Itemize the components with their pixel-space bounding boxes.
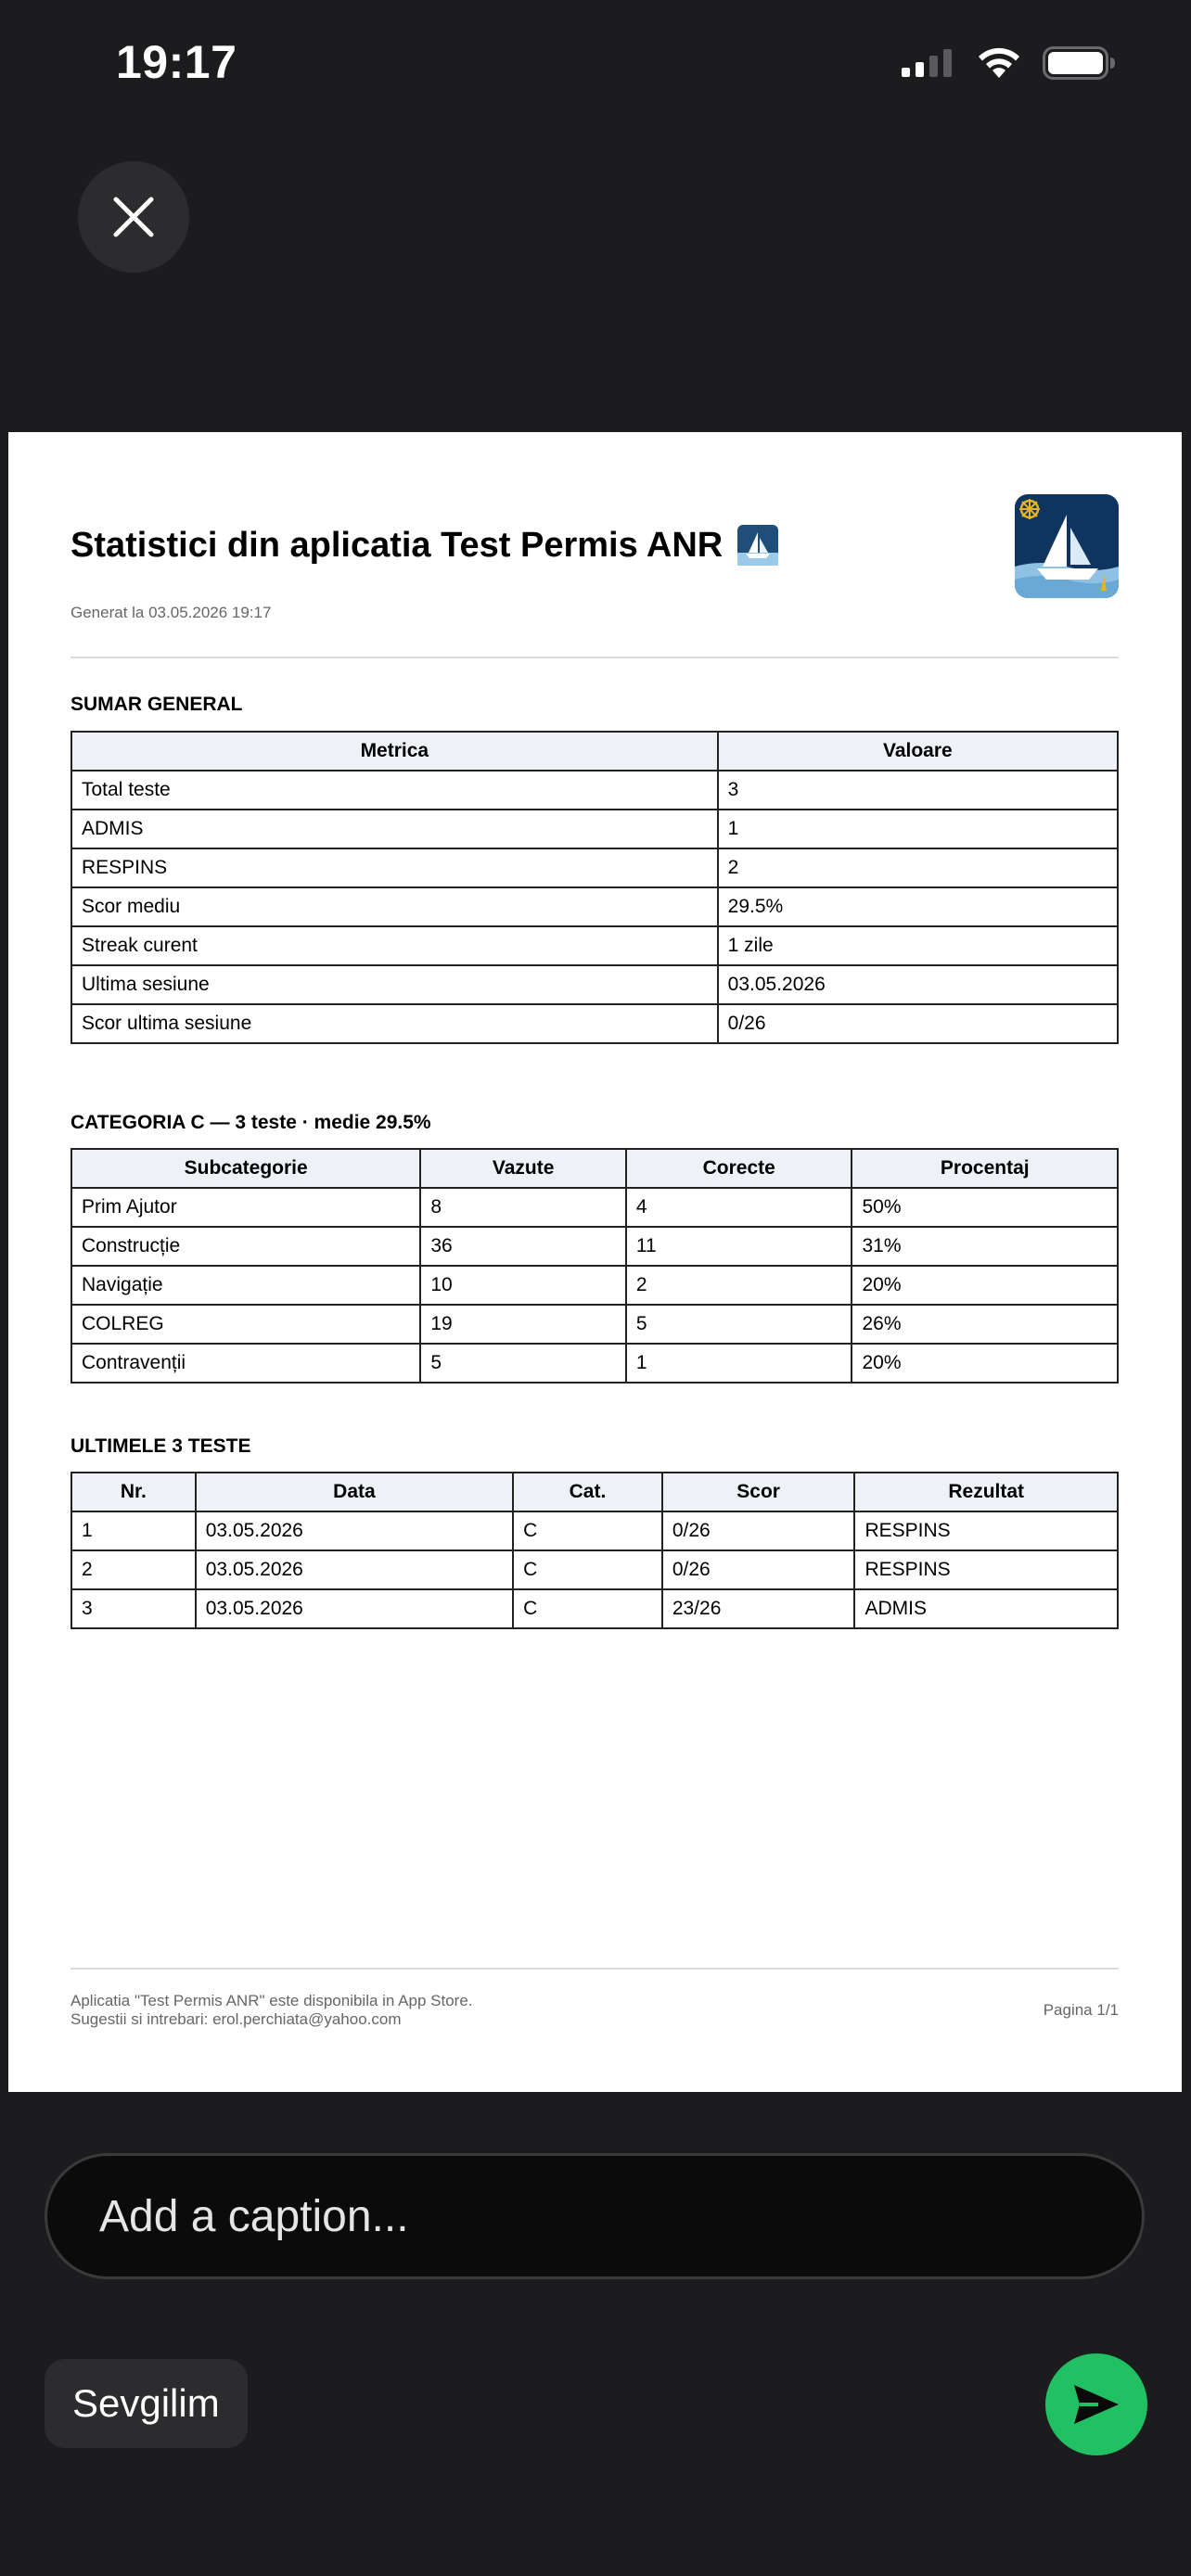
table-row xyxy=(71,1004,1118,1043)
cell: 31% xyxy=(852,1227,1118,1266)
header-cell: Scor xyxy=(662,1473,855,1511)
cell: Streak curent xyxy=(71,926,718,965)
cell: 23/26 xyxy=(662,1589,855,1628)
cell: Total teste xyxy=(71,771,718,810)
category-table xyxy=(70,1148,1119,1384)
table-row xyxy=(71,1550,1118,1589)
cell: 2 xyxy=(718,848,1118,887)
cell: 29.5% xyxy=(718,887,1118,926)
cell: 03.05.2026 xyxy=(718,965,1118,1004)
cell: 5 xyxy=(626,1305,852,1344)
cell: 3 xyxy=(71,1589,196,1628)
table-row xyxy=(71,1227,1118,1266)
summary-section-title: SUMAR GENERAL xyxy=(70,694,243,715)
document-preview xyxy=(8,432,1182,2092)
cellular-signal-icon xyxy=(900,49,955,77)
table-row xyxy=(71,1511,1118,1550)
cell: 1 xyxy=(718,810,1118,848)
last-tests-section-title: ULTIMELE 3 TESTE xyxy=(70,1435,251,1457)
cell: 2 xyxy=(71,1550,196,1589)
cell: 0/26 xyxy=(718,1004,1118,1043)
app-logo xyxy=(1015,494,1119,598)
document-title-text: Statistici din aplicatia Test Permis ANR xyxy=(70,525,724,565)
cell: Construcție xyxy=(71,1227,420,1266)
cell: Contravenții xyxy=(71,1344,420,1383)
cell: 1 xyxy=(71,1511,196,1550)
cell: COLREG xyxy=(71,1305,420,1344)
cell: C xyxy=(513,1511,662,1550)
footer-line-1: Aplicatia "Test Permis ANR" este disponibila in App Store. xyxy=(70,1992,473,2009)
cell: 19 xyxy=(420,1305,626,1344)
close-button[interactable] xyxy=(78,161,189,273)
header-cell: Data xyxy=(196,1473,513,1511)
header-cell: Metrica xyxy=(71,732,718,771)
footer-info xyxy=(70,1992,473,2029)
header-divider xyxy=(70,657,1119,658)
cell: Prim Ajutor xyxy=(71,1188,420,1227)
table-row xyxy=(71,1305,1118,1344)
sailboat-emoji-icon xyxy=(737,525,778,566)
table-row xyxy=(71,1344,1118,1383)
table-header-row xyxy=(71,1473,1118,1511)
header-cell: Nr. xyxy=(71,1473,196,1511)
cell: 1 xyxy=(626,1344,852,1383)
header-cell: Cat. xyxy=(513,1473,662,1511)
cell: 8 xyxy=(420,1188,626,1227)
cell: Scor ultima sesiune xyxy=(71,1004,718,1043)
cell: 5 xyxy=(420,1344,626,1383)
table-header-row xyxy=(71,732,1118,771)
table-row xyxy=(71,1589,1118,1628)
cell: 11 xyxy=(626,1227,852,1266)
cell: 0/26 xyxy=(662,1511,855,1550)
last-tests-table xyxy=(70,1472,1119,1629)
cell: 03.05.2026 xyxy=(196,1589,513,1628)
cell: 10 xyxy=(420,1266,626,1305)
table-row xyxy=(71,771,1118,810)
cell: 03.05.2026 xyxy=(196,1511,513,1550)
header-cell: Subcategorie xyxy=(71,1149,420,1188)
cell: RESPINS xyxy=(71,848,718,887)
table-header-row xyxy=(71,1149,1118,1188)
header-cell: Valoare xyxy=(718,732,1118,771)
footer-divider xyxy=(70,1968,1119,1970)
cell: C xyxy=(513,1589,662,1628)
cell: RESPINS xyxy=(854,1511,1118,1550)
send-button[interactable] xyxy=(1045,2353,1147,2455)
summary-table xyxy=(70,731,1119,1044)
cell: 20% xyxy=(852,1344,1118,1383)
table-row xyxy=(71,810,1118,848)
header-cell: Procentaj xyxy=(852,1149,1118,1188)
send-icon xyxy=(1070,2381,1122,2428)
generated-date: Generat la 03.05.2026 19:17 xyxy=(70,604,272,621)
footer-line-2: Sugestii si intrebari: erol.perchiata@yahoo.com xyxy=(70,2010,402,2028)
page-number: Pagina 1/1 xyxy=(1043,2001,1119,2019)
cell: 20% xyxy=(852,1266,1118,1305)
status-time: 19:17 xyxy=(116,36,237,88)
caption-input[interactable]: Add a caption... xyxy=(45,2153,1145,2279)
cell: 2 xyxy=(626,1266,852,1305)
header-cell: Rezultat xyxy=(854,1473,1118,1511)
cell: Scor mediu xyxy=(71,887,718,926)
cell: ADMIS xyxy=(71,810,718,848)
app-logo-icon xyxy=(1015,494,1119,598)
table-row xyxy=(71,848,1118,887)
table-row xyxy=(71,1266,1118,1305)
category-section-title: CATEGORIA C — 3 teste · medie 29.5% xyxy=(70,1112,431,1133)
cell: RESPINS xyxy=(854,1550,1118,1589)
document-title xyxy=(70,525,778,566)
cell: 1 zile xyxy=(718,926,1118,965)
cell: 4 xyxy=(626,1188,852,1227)
cell: 3 xyxy=(718,771,1118,810)
recipient-chip[interactable]: Sevgilim xyxy=(45,2359,248,2448)
cell: 26% xyxy=(852,1305,1118,1344)
cell: Ultima sesiune xyxy=(71,965,718,1004)
status-icons xyxy=(900,46,1117,80)
header-cell: Corecte xyxy=(626,1149,852,1188)
table-row xyxy=(71,1188,1118,1227)
cell: Navigație xyxy=(71,1266,420,1305)
cell: 03.05.2026 xyxy=(196,1550,513,1589)
cell: ADMIS xyxy=(854,1589,1118,1628)
wifi-icon xyxy=(976,46,1022,80)
cell: C xyxy=(513,1550,662,1589)
cell: 36 xyxy=(420,1227,626,1266)
header-cell: Vazute xyxy=(420,1149,626,1188)
table-row xyxy=(71,965,1118,1004)
table-row xyxy=(71,926,1118,965)
close-icon xyxy=(112,196,155,238)
table-row xyxy=(71,887,1118,926)
cell: 50% xyxy=(852,1188,1118,1227)
battery-icon xyxy=(1043,46,1117,80)
cell: 0/26 xyxy=(662,1550,855,1589)
